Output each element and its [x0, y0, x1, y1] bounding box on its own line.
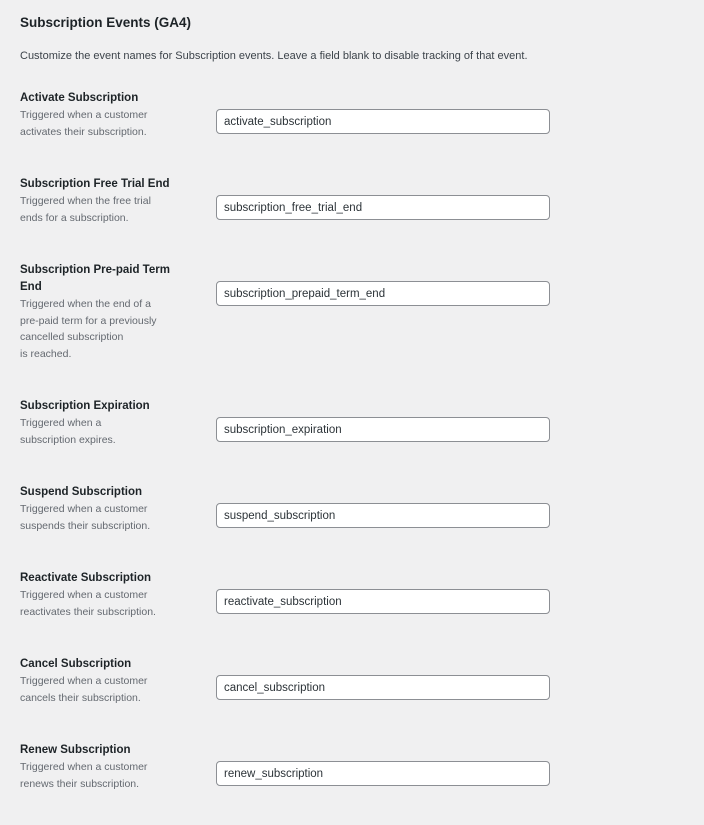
section-description: Customize the event names for Subscription events. Leave a field blank to disable tracking of that event.: [20, 50, 528, 62]
event-row-reactivate-subscription: [20, 570, 684, 620]
event-description-line: Triggered when a customer: [20, 589, 148, 601]
event-row-suspend-subscription: [20, 484, 684, 534]
event-description-line: pre-paid term for a previously: [20, 314, 157, 327]
event-description: [20, 296, 216, 362]
event-description-line: Triggered when a customer: [20, 503, 148, 515]
event-row-subscription-prepaid-term-end: [20, 262, 684, 362]
event-description-line: ends for a subscription.: [20, 211, 129, 224]
event-label: Subscription Pre-paid Term End: [20, 264, 170, 293]
event-label-block: [20, 90, 216, 140]
event-description-line: cancelled subscription: [20, 331, 124, 343]
event-description-line: Triggered when the end of a: [20, 298, 151, 310]
event-row-subscription-free-trial-end: [20, 176, 684, 226]
event-description-line: Triggered when a customer: [20, 761, 148, 773]
event-label-block: [20, 398, 216, 448]
event-description-line: Triggered when a customer: [20, 675, 148, 687]
event-label-block: [20, 484, 216, 534]
event-description-line: activates their subscription.: [20, 125, 147, 138]
event-description-line: cancels their subscription.: [20, 691, 141, 704]
event-label-block: [20, 570, 216, 620]
event-description: [20, 193, 216, 226]
event-settings-list: [20, 90, 684, 792]
event-label-block: [20, 176, 216, 226]
event-name-input-activate-subscription[interactable]: [216, 109, 550, 134]
event-description-line: renews their subscription.: [20, 777, 140, 790]
event-description-line: suspends their subscription.: [20, 519, 151, 532]
event-label: Subscription Expiration: [20, 400, 150, 412]
section-title: Subscription Events (GA4): [20, 15, 192, 30]
event-label-block: [20, 262, 216, 362]
event-name-input-suspend-subscription[interactable]: [216, 503, 550, 528]
event-description-line: Triggered when the free trial: [20, 195, 151, 207]
event-row-renew-subscription: [20, 742, 684, 792]
event-label: Renew Subscription: [20, 744, 131, 756]
event-description: [20, 107, 216, 140]
event-row-cancel-subscription: [20, 656, 684, 706]
event-label: Subscription Free Trial End: [20, 178, 170, 190]
event-name-input-subscription-expiration[interactable]: [216, 417, 550, 442]
event-label: Cancel Subscription: [20, 658, 132, 670]
event-name-input-reactivate-subscription[interactable]: [216, 589, 550, 614]
event-description: [20, 759, 216, 792]
event-name-input-subscription-free-trial-end[interactable]: [216, 195, 550, 220]
event-row-subscription-expiration: [20, 398, 684, 448]
event-label: Reactivate Subscription: [20, 572, 152, 584]
event-description-line: Triggered when a customer: [20, 109, 148, 121]
event-description: [20, 587, 216, 620]
event-description: [20, 673, 216, 706]
event-label-block: [20, 742, 216, 792]
event-name-input-subscription-prepaid-term-end[interactable]: [216, 281, 550, 306]
event-row-activate-subscription: [20, 90, 684, 140]
event-name-input-renew-subscription[interactable]: [216, 761, 550, 786]
event-label: Suspend Subscription: [20, 486, 143, 498]
event-name-input-cancel-subscription[interactable]: [216, 675, 550, 700]
event-label: Activate Subscription: [20, 92, 139, 104]
event-label-block: [20, 656, 216, 706]
event-description-line: Triggered when a: [20, 417, 102, 429]
event-description-line: is reached.: [20, 347, 72, 360]
event-description: [20, 501, 216, 534]
event-description-line: subscription expires.: [20, 433, 116, 446]
event-description-line: reactivates their subscription.: [20, 605, 156, 618]
event-description: [20, 415, 216, 448]
